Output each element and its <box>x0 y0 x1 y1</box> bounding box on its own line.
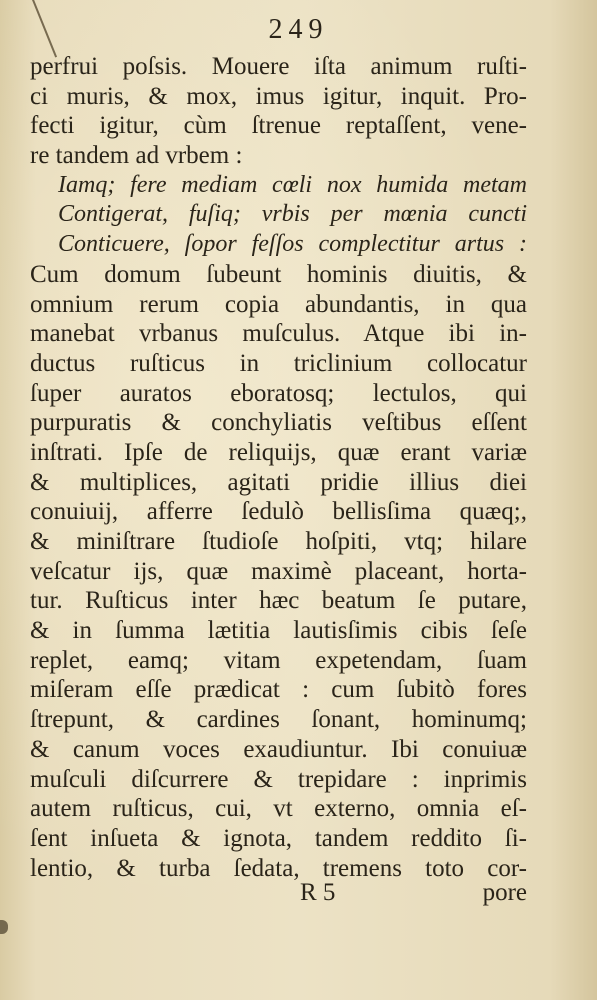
text-line: autem ruſticus, cui, vt externo, omnia eſ- <box>30 795 527 823</box>
text-line: conuiuij, afferre ſedulò bellisſima quæq;, <box>30 498 527 526</box>
text-line: purpuratis & conchyliatis veſtibus eſſent <box>30 409 527 437</box>
text-line: manebat vrbanus muſculus. Atque ibi in- <box>30 320 527 348</box>
text-line: tur. Ruſticus inter hæc beatum ſe putare, <box>30 587 527 615</box>
text-line: inſtrati. Ipſe de reliquijs, quæ erant variæ <box>30 438 527 466</box>
text-line: ſuper auratos eboratosq; lectulos, qui <box>30 379 527 407</box>
page-number: 249 <box>268 14 329 45</box>
page-edge-mark <box>0 920 8 934</box>
text-line: ſent inſueta & ignota, tandem reddito ſi- <box>30 824 527 852</box>
text-line: omnium rerum copia abundantis, in qua <box>30 290 527 318</box>
text-line: Cum domum ſubeunt hominis diuitis, & <box>30 260 527 288</box>
text-line: & multiplices, agitati pridie illius diei <box>30 468 527 496</box>
text-line: veſcatur ijs, quæ maximè placeant, horta- <box>30 557 527 585</box>
text-line: ci muris, & mox, imus igitur, inquit. Pro- <box>30 82 527 110</box>
text-line: & miniſtrare ſtudioſe hoſpiti, vtq; hilare <box>30 528 527 555</box>
text-line: lentio, & turba ſedata, tremens toto cor- <box>30 854 527 882</box>
body-text <box>30 52 527 883</box>
verse-line: Iamq; fere mediam cœli nox humida metam <box>58 171 527 198</box>
verse-line: Contigerat, fuſiq; vrbis per mœnia cuncti <box>58 201 527 228</box>
footer-marks <box>30 878 527 908</box>
text-line: & in ſumma lætitia lautisſimis cibis ſeſe <box>30 617 527 645</box>
text-line: ſtrepunt, & cardines ſonant, hominumq; <box>30 706 527 734</box>
text-line: ductus ruſticus in triclinium collocatur <box>30 349 527 377</box>
text-line: fecti igitur, cùm ſtrenue reptaſſent, vene- <box>30 112 527 140</box>
text-line: replet, eamq; vitam expetendam, ſuam <box>30 646 527 674</box>
text-line: & canum voces exaudiuntur. Ibi conuiuæ <box>30 735 527 763</box>
catchword: pore <box>482 879 527 906</box>
text-line: re tandem ad vrbem : <box>30 142 243 170</box>
text-line: muſculi diſcurrere & trepidare : inprimis <box>30 765 527 793</box>
text-line: perfrui poſsis. Mouere iſta animum ruſti- <box>30 53 527 80</box>
verse-line: Conticuere, ſopor feſſos complectitur artus : <box>58 231 527 258</box>
signature-mark: R 5 <box>300 879 336 906</box>
text-line: miſeram eſſe prædicat : cum ſubitò fores <box>30 676 527 704</box>
